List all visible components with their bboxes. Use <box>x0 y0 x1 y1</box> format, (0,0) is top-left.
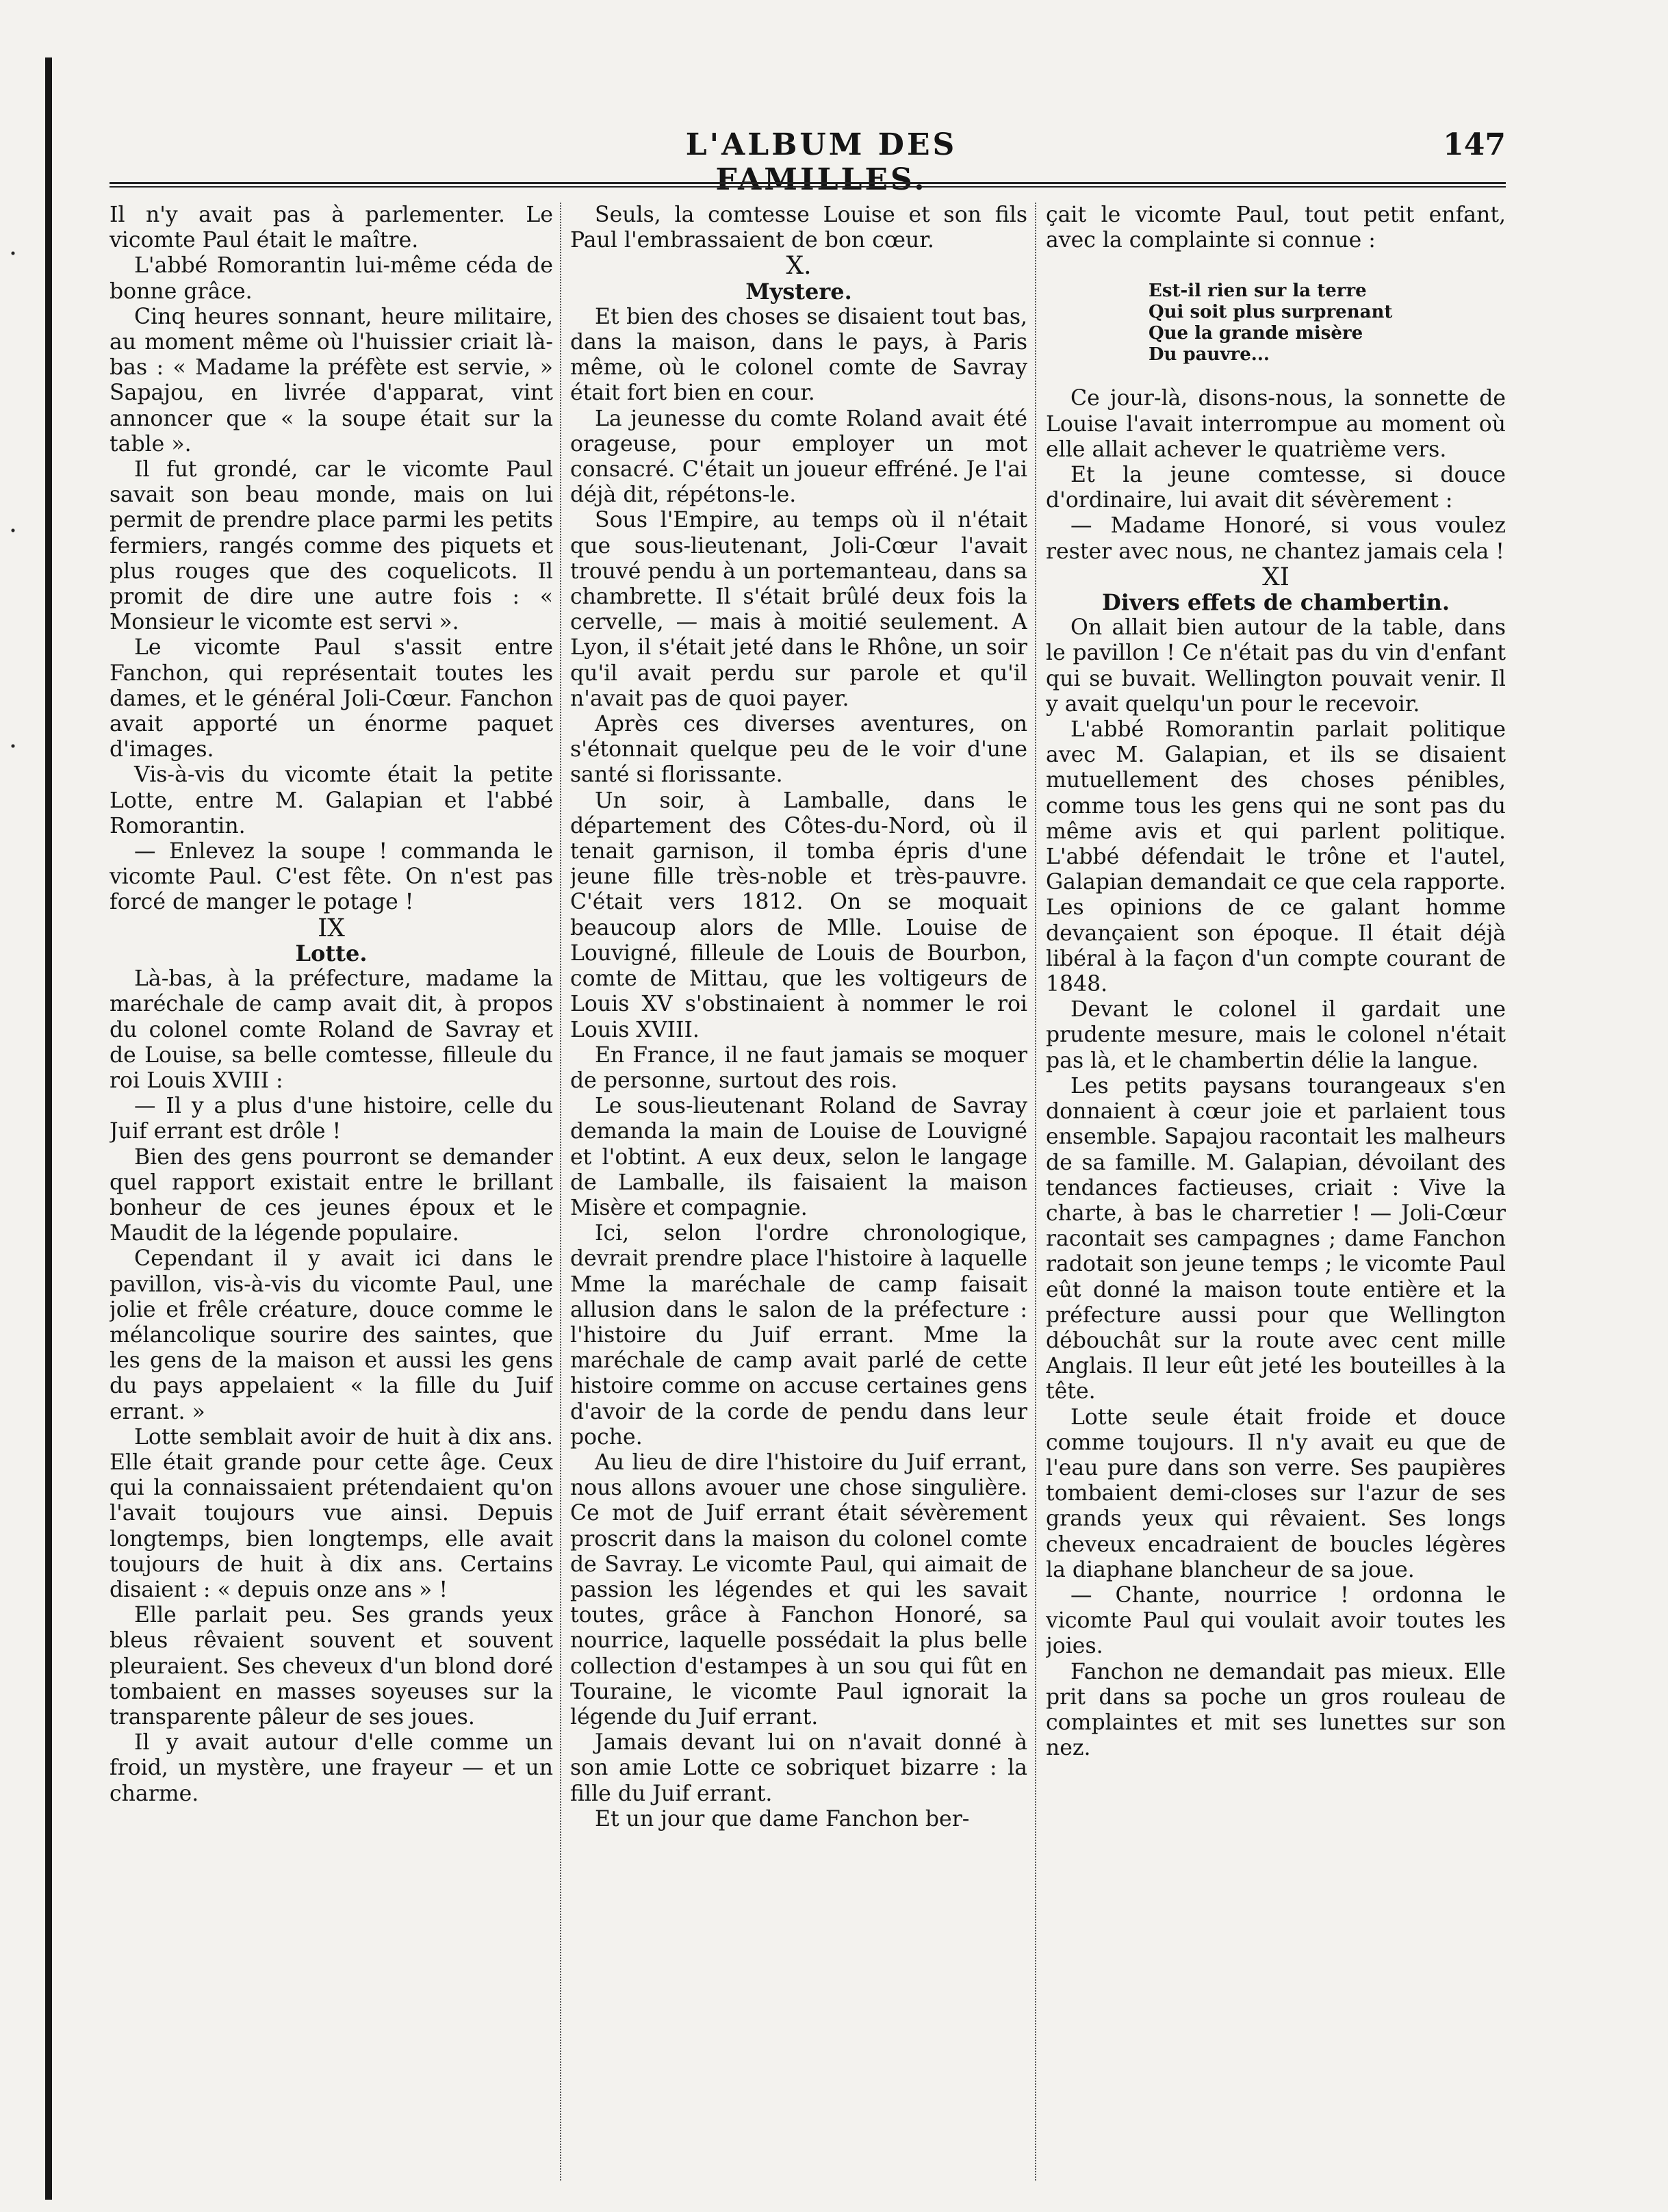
paragraph: Vis-à-vis du vicomte était la petite Lotte, entre M. Galapian et l'abbé Romorantin. <box>110 762 553 838</box>
chapter-number: IX <box>318 914 345 942</box>
paragraph: Après ces diverses aventures, on s'étonnait quelque peu de le voir d'une santé si florissante. <box>570 712 1027 788</box>
margin-specks <box>8 192 18 808</box>
paragraph: — Enlevez la soupe ! commanda le vicomte Paul. C'est fête. On n'est pas forcé de manger le potage ! <box>110 839 553 915</box>
binding-edge <box>45 57 52 2200</box>
paragraph: Au lieu de dire l'histoire du Juif errant, nous allons avouer une chose singulière. Ce mot de Juif errant était sévèrement proscrit dans la maison du colonel comte de Savray. Le vicomte Paul, qui aimait de passion les légendes et qui les savait toutes, grâce à Fanchon Honoré, sa nourrice, laquelle possédait la plus belle collection d'estampes à un sou qui fût en Touraine, le vicomte Paul ignorait la légende du Juif errant. <box>570 1450 1027 1729</box>
verse-line: Du pauvre... <box>1149 344 1270 365</box>
verse-line: Que la grande misère <box>1149 323 1363 344</box>
paragraph: Et la jeune comtesse, si douce d'ordinaire, lui avait dit sévèrement : <box>1046 463 1506 513</box>
paragraph: Et un jour que dame Fanchon ber- <box>595 1806 970 1831</box>
paragraph: L'abbé Romorantin parlait politique avec M. Galapian, et ils se disaient mutuellement des choses pénibles, comme tous les gens qui ne sont pas du même avis et qui parlent politique. L'abbé défendait le trône et l'autel, Galapian demandait ce que cela rapporte. Les opinions de ce galant homme devançaient son époque. Il était déjà libéral à la façon d'un compte courant de 1848. <box>1046 717 1506 997</box>
paragraph: Un soir, à Lamballe, dans le département des Côtes-du-Nord, où il tenait garnison, il tomba épris d'une jeune fille très-noble et très-pauvre. C'était vers 1812. On se moquait beaucoup alors de Mlle. Louise de Louvigné, filleule de Louis de Bourbon, comte de Mittau, que les voltigeurs de Louis XV s'obstinaient à nommer le roi Louis XVIII. <box>570 788 1027 1042</box>
paragraph: Il n'y avait pas à parlementer. Le vicomte Paul était le maître. <box>110 203 553 253</box>
paragraph: Ce jour-là, disons-nous, la sonnette de Louise l'avait interrompue au moment où elle allait achever le quatrième vers. <box>1046 386 1506 462</box>
running-title: L'ALBUM DES FAMILLES. <box>685 127 958 197</box>
column-separator <box>560 203 561 2181</box>
paragraph: Fanchon ne demandait pas mieux. Elle prit dans sa poche un gros rouleau de complaintes et mit ses lunettes sur son nez. <box>1046 1659 1506 1761</box>
paragraph: On allait bien autour de la table, dans le pavillon ! Ce n'était pas du vin d'enfant qui se buvait. Wellington pouvait venir. Il y avait quelqu'un pour le recevoir. <box>1046 615 1506 717</box>
verse-line: Est-il rien sur la terre <box>1149 281 1367 302</box>
paragraph: Cependant il y avait ici dans le pavillon, vis-à-vis du vicomte Paul, une jolie et frêle créature, douce comme le mélancolique sourire des saintes, que les gens de la maison et aussi les gens du pays appelaient « la fille du Juif errant. » <box>110 1246 553 1424</box>
paragraph: Sous l'Empire, au temps où il n'était que sous-lieutenant, Joli-Cœur l'avait trouvé pendu à un portemanteau, dans sa chambrette. Il s'était brûlé deux fois la cervelle, — mais à moitié seulement. A Lyon, il s'était jeté dans le Rhône, un soir qu'il avait perdu sur parole et qu'il n'avait pas de quoi payer. <box>570 508 1027 711</box>
paragraph: Le vicomte Paul s'assit entre Fanchon, qui représentait toutes les dames, et le général Joli-Cœur. Fanchon avait apporté un énorme paquet d'images. <box>110 635 553 762</box>
paragraph: Elle parlait peu. Ses grands yeux bleus rêvaient souvent et souvent pleuraient. Ses cheveux d'un blond doré tombaient en masses soyeuses sur la transparente pâleur de ses joues. <box>110 1603 553 1729</box>
column-separator <box>1035 203 1036 2181</box>
paragraph: Le sous-lieutenant Roland de Savray demanda la main de Louise de Louvigné et l'obtint. A eux deux, selon le langage de Lamballe, ils faisaient la maison Misère et compagnie. <box>570 1094 1027 1220</box>
paragraph: Lotte seule était froide et douce comme toujours. Il n'y avait eu que de l'eau pure dans son verre. Ses paupières tombaient demi-closes sur l'azur de ses grands yeux qui rêvaient. Ses longs cheveux encadraient de boucles légères la diaphane blancheur de sa joue. <box>1046 1404 1506 1582</box>
paragraph: — Madame Honoré, si vous voulez rester avec nous, ne chantez jamais cela ! <box>1046 513 1506 564</box>
paragraph: L'abbé Romorantin lui-même céda de bonne grâce. <box>110 253 553 304</box>
paragraph: Devant le colonel il gardait une prudente mesure, mais le colonel n'était pas là, et le chambertin délie la langue. <box>1046 997 1506 1073</box>
paragraph: En France, il ne faut jamais se moquer de personne, surtout des rois. <box>570 1042 1027 1093</box>
paragraph: — Il y a plus d'une histoire, celle du Juif errant est drôle ! <box>110 1094 553 1144</box>
paragraph: Il fut grondé, car le vicomte Paul savait son beau monde, mais on lui permit de prendre place parmi les petits fermiers, rangés comme des piquets et plus rouges que des coquelicots. Il promit de dire une autre fois : « Monsieur le vicomte est servi ». <box>110 457 553 635</box>
chapter-number: X. <box>786 252 812 281</box>
chapter-title: Divers effets de chambertin. <box>1102 589 1450 616</box>
chapter-title: Mystere. <box>745 278 852 305</box>
paragraph: Les petits paysans tourangeaux s'en donnaient à cœur joie et parlaient tous ensemble. Sapajou racontait les malheurs de sa famille. M. Galapian, dévoilant des tendances factieuses, criait : Vive la charte, à bas le charretier ! — Joli-Cœur racontait ses campagnes ; dame Fanchon radotait son jeune temps ; le vicomte Paul eût donné la maison toute entière et la préfecture aussi pour que Wellington débouchât sur la route avec cent mille Anglais. Il leur eût jeté les bouteilles à la tête. <box>1046 1073 1506 1404</box>
verse-line: Qui soit plus surprenant <box>1149 302 1393 323</box>
chapter-number: XI <box>1262 563 1290 591</box>
paragraph: Jamais devant lui on n'avait donné à son amie Lotte ce sobriquet bizarre : la fille du Juif errant. <box>570 1730 1027 1806</box>
text-column-2 <box>570 203 1027 2181</box>
paragraph: La jeunesse du comte Roland avait été orageuse, pour employer un mot consacré. C'était un joueur effréné. Je l'ai déjà dit, répétons-le. <box>570 406 1027 508</box>
paragraph: Là-bas, à la préfecture, madame la maréchale de camp avait dit, à propos du colonel comte Roland de Savray et de Louise, sa belle comtesse, filleule du roi Louis XVIII : <box>110 966 553 1093</box>
paragraph: Bien des gens pourront se demander quel rapport existait entre le brillant bonheur de ces jeunes époux et le Maudit de la légende populaire. <box>110 1144 553 1246</box>
paragraph: Et bien des choses se disaient tout bas, dans la maison, dans le pays, à Paris même, où le colonel comte de Savray était fort bien en cour. <box>570 304 1027 406</box>
page-header <box>110 127 1506 197</box>
paragraph: çait le vicomte Paul, tout petit enfant, avec la complainte si connue : <box>1046 203 1506 253</box>
text-column-1 <box>110 203 553 2181</box>
verse-block <box>1149 281 1506 365</box>
paragraph: Ici, selon l'ordre chronologique, devrait prendre place l'histoire à laquelle Mme la maréchale de camp faisait allusion dans le salon de la préfecture : l'histoire du Juif errant. Mme la maréchale de camp avait parlé de cette histoire comme on accuse certaines gens d'avoir de la corde de pendu dans leur poche. <box>570 1221 1027 1450</box>
paragraph: — Chante, nourrice ! ordonna le vicomte Paul qui voulait avoir toutes les joies. <box>1046 1582 1506 1659</box>
paragraph: Seuls, la comtesse Louise et son fils Paul l'embrassaient de bon cœur. <box>570 203 1027 253</box>
paragraph: Cinq heures sonnant, heure militaire, au moment même où l'huissier criait là-bas : « Madame la préfète est servie, » Sapajou, en livrée d'apparat, vint annoncer que « la soupe était sur la table ». <box>110 304 553 456</box>
header-rule <box>110 182 1506 188</box>
text-column-3 <box>1046 203 1506 2181</box>
paragraph: Lotte semblait avoir de huit à dix ans. Elle était grande pour cette âge. Ceux qui la connaissaient prétendaient qu'on l'avait toujours vue ainsi. Depuis longtemps, bien longtemps, elle avait toujours de huit à dix ans. Certains disaient : « depuis onze ans » ! <box>110 1424 553 1602</box>
page-number: 147 <box>1443 127 1506 162</box>
paragraph: Il y avait autour d'elle comme un froid, un mystère, une frayeur — et un charme. <box>110 1730 553 1806</box>
chapter-title: Lotte. <box>295 940 368 966</box>
